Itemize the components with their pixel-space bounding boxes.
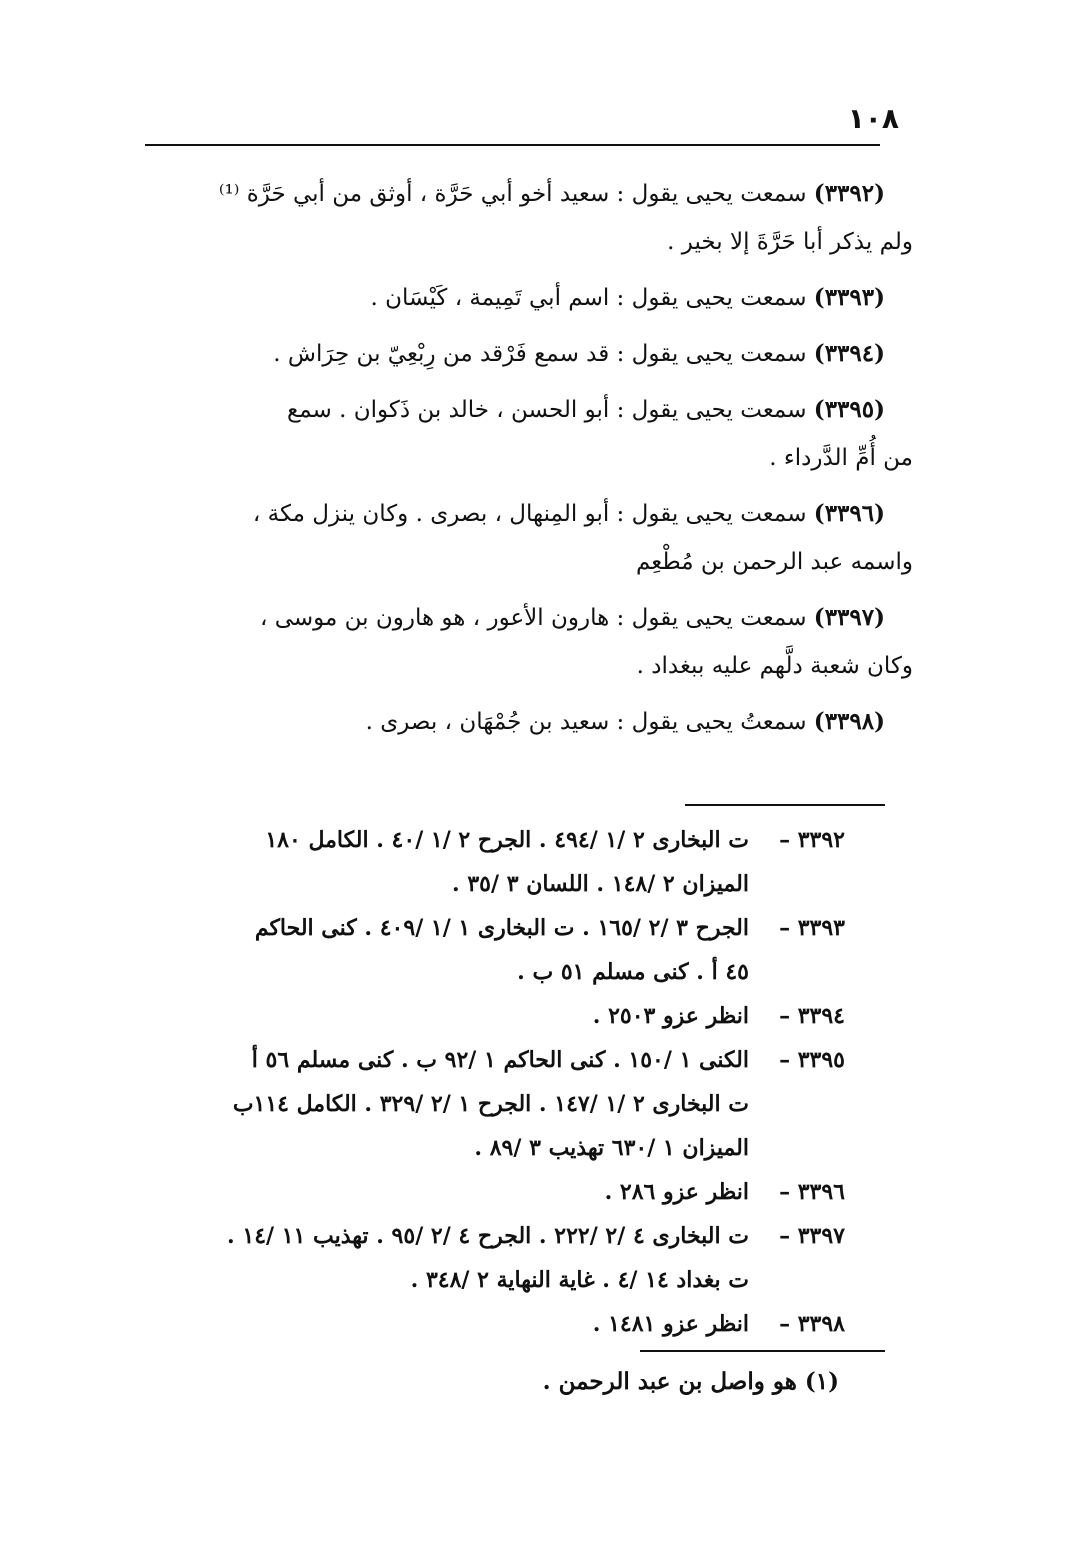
reference-entry <box>145 994 845 1038</box>
reference-entry <box>145 818 845 906</box>
references <box>145 818 845 1346</box>
page-number: ١٠٨ <box>847 102 899 135</box>
narration-number: (٣٣٩٧) <box>813 604 885 631</box>
narration-number: (٣٣٩٣) <box>813 284 885 311</box>
reference-number: ٣٣٩٣ – <box>779 915 845 941</box>
reference-line: ت البخارى ٢ /١ /١٤٧ . الجرح ١ /٢ /٣٢٩ . الكامل ١١٤ب <box>232 1091 749 1117</box>
narration-text: سمعت يحيى يقول : سعيد أخو أبي حَرَّة ، أوثق من أبي حَرَّة ⁽¹⁾ <box>218 181 807 207</box>
reference-number: ٣٣٩٨ – <box>779 1311 845 1337</box>
reference-number: ٣٣٩٦ – <box>779 1179 845 1205</box>
narration-entry <box>175 490 913 586</box>
narration-entry <box>175 386 913 482</box>
footnote-rule <box>640 1350 885 1352</box>
reference-line: انظر عزو ٢٨٦ . <box>604 1179 749 1205</box>
narration-text: سمعت يحيى يقول : أبو المِنهال ، بصرى . وكان ينزل مكة ، <box>252 501 807 527</box>
narration-number: (٣٣٩٢) <box>813 180 885 207</box>
reference-entry <box>145 1214 845 1302</box>
reference-line: الميزان ٢ /١٤٨ . اللسان ٣ /٣٥ . <box>452 871 749 897</box>
reference-number: ٣٣٩٥ – <box>779 1047 845 1073</box>
narration-number: (٣٣٩٥) <box>813 396 885 423</box>
reference-line: ٤٥ أ . كنى مسلم ٥١ ب . <box>517 959 749 985</box>
narration-entry <box>175 274 885 322</box>
reference-line: ت بغداد ١٤ /٤ . غاية النهاية ٢ /٣٤٨ . <box>410 1267 749 1293</box>
header-rule <box>145 144 880 146</box>
reference-entry <box>145 906 845 994</box>
reference-line: الكنى ١ /١٥٠ . كنى الحاكم ١ /٩٢ ب . كنى مسلم ٥٦ أ <box>251 1047 749 1073</box>
reference-line: الميزان ١ /٦٣٠ تهذيب ٣ /٨٩ . <box>474 1135 749 1161</box>
narration-number: (٣٣٩٤) <box>813 340 885 367</box>
narration-text: سمعت يحيى يقول : هارون الأعور ، هو هارون بن موسى ، <box>259 605 807 631</box>
reference-number: ٣٣٩٤ – <box>779 1003 845 1029</box>
reference-line: الجرح ٣ /٢ /١٦٥ . ت البخارى ١ /١ /٤٠٩ . كنى الحاكم <box>254 915 749 941</box>
narrations <box>175 170 913 754</box>
narration-continuation: وكان شعبة دلَّهم عليه ببغداد . <box>636 653 913 679</box>
narration-number: (٣٣٩٨) <box>813 708 885 735</box>
reference-number: ٣٣٩٧ – <box>779 1223 845 1249</box>
reference-line: ت البخارى ٢ /١ /٤٩٤ . الجرح ٢ /١ /٤٠ . الكامل ١٨٠ <box>265 827 749 853</box>
narration-entry <box>175 698 885 746</box>
narration-number: (٣٣٩٦) <box>813 500 885 527</box>
reference-line: ت البخارى ٤ /٢ /٢٢٢ . الجرح ٤ /٢ /٩٥ . تهذيب ١١ /١٤ . <box>227 1223 749 1249</box>
reference-entry <box>145 1038 845 1170</box>
narration-text: سمعت يحيى يقول : أبو الحسن ، خالد بن ذَكوان . سمع <box>287 397 807 423</box>
references-rule <box>685 804 885 806</box>
narration-continuation: ولم يذكر أبا حَرَّةَ إلا بخير . <box>667 229 913 255</box>
reference-entry <box>145 1302 845 1346</box>
narration-entry <box>175 170 913 266</box>
narration-text: سمعتُ يحيى يقول : سعيد بن جُمْهَان ، بصرى . <box>365 709 807 735</box>
footnote: (١) هو واصل بن عبد الرحمن . <box>542 1368 839 1395</box>
narration-text: سمعت يحيى يقول : قد سمع فَرْقد من رِبْعِيّ بن حِرَاش . <box>273 341 807 367</box>
reference-line: انظر عزو ١٤٨١ . <box>592 1311 749 1337</box>
narration-continuation: واسمه عبد الرحمن بن مُطْعِم <box>636 549 913 575</box>
reference-number: ٣٣٩٢ – <box>779 827 845 853</box>
narration-entry <box>175 330 885 378</box>
narration-continuation: من أُمِّ الدَّرداء . <box>769 445 913 471</box>
narration-text: سمعت يحيى يقول : اسم أبي تَمِيمة ، كَيْسَان . <box>370 285 807 311</box>
reference-line: انظر عزو ٢٥٠٣ . <box>592 1003 749 1029</box>
reference-entry <box>145 1170 845 1214</box>
narration-entry <box>175 594 913 690</box>
